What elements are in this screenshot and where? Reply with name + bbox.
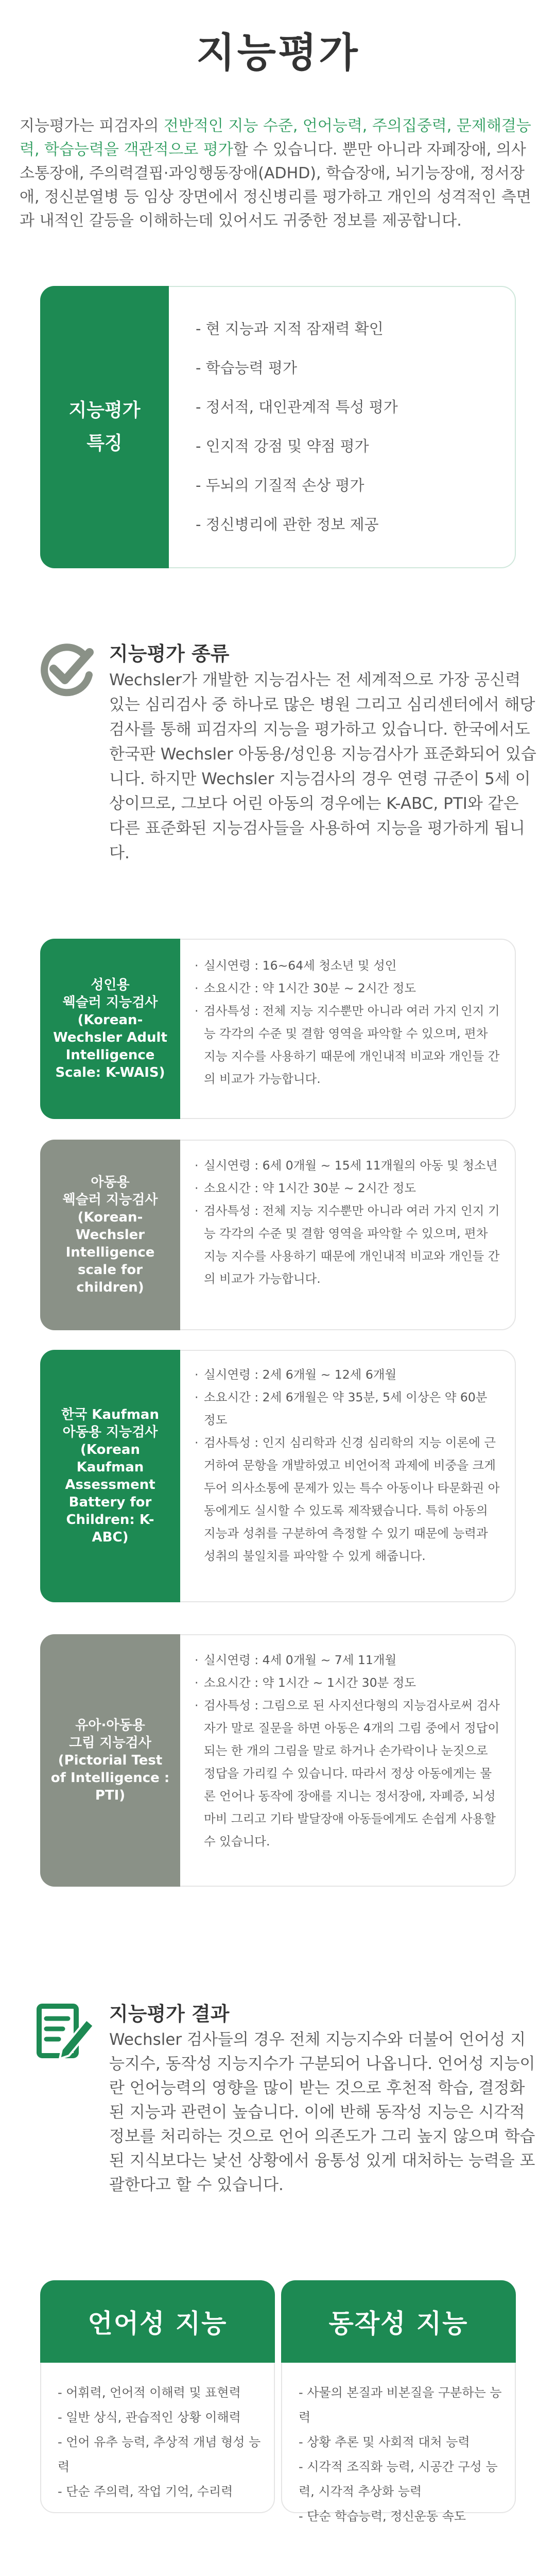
features-item: - 인지적 강점 및 약점 평가: [196, 437, 369, 455]
test-info-kwisc: · 실시연령 : 6세 0개월 ~ 15세 11개월의 아동 및 청소년 · 소요시간 : 약 1시간 30분 ~ 2시간 정도 · 검사특성 : 전체 지능 지수뿐만 아니라 여러 가지 인지 기능 각각의 수준 및 결함 영역을 파악할 수 있으며, 편차 지능 지수를 사용하기 때문에 개인내적 비교와 개인들 간의 비교가 가능합니다.: [195, 1154, 501, 1290]
verbal-header: [40, 2280, 275, 2363]
test-info-line: 소요시간 : 약 1시간 ~ 1시간 30분 정도: [204, 1675, 416, 1690]
test-info-line: 실시연령 : 2세 6개월 ~ 12세 6개월: [204, 1367, 397, 1382]
verbal-list: [58, 2380, 264, 2504]
test-info-line: 실시연령 : 4세 0개월 ~ 7세 11개월: [204, 1653, 397, 1667]
test-name: 유아·아동용 그림 지능검사 (Pictorial Test of Intelligence : PTI): [50, 1718, 170, 1803]
test-info-line: 소요시간 : 약 1시간 30분 ~ 2시간 정도: [204, 981, 416, 995]
test-label-pti: [40, 1634, 180, 1887]
features-label-line2: 특징: [86, 433, 123, 454]
test-name: 성인용 웩슬러 지능검사 (Korean-Wechsler Adult Intelligence Scale: K-WAIS): [53, 977, 167, 1080]
test-label-kwais: [40, 939, 180, 1119]
performance-item: - 단순 학습능력, 정신운동 속도: [299, 2509, 466, 2523]
document-pen-icon: [32, 1999, 99, 2068]
results-description: Wechsler 검사들의 경우 전체 지능지수와 더불어 언어성 지능지수, 동작성 지능지수가 구분되어 나옵니다. 언어성 지능이란 언어능력의 영향을 많이 받는 것으로 후천적 학습, 결정화된 지능과 관련이 높습니다. 이에 반해 동작성 지능은 시각적 정보를 처리하는 것으로 언어 의존도가 그리 높지 않으며 학습된 지식보다는 낯선 상황에서 융통성 있게 대처하는 능력을 포괄한다고 할 수 있습니다.: [109, 2030, 535, 2194]
test-info-line: 검사특성 : 전체 지능 지수뿐만 아니라 여러 가지 인지 기능 각각의 수준 및 결함 영역을 파악할 수 있으며, 편차 지능 지수를 사용하기 때문에 개인내적 비교와 개인들 간의 비교가 가능합니다.: [204, 1204, 500, 1286]
check-circle-icon: [36, 639, 98, 703]
test-info-line: 소요시간 : 약 1시간 30분 ~ 2시간 정도: [204, 1181, 416, 1195]
features-item: - 두뇌의 기질적 손상 평가: [196, 477, 364, 494]
intro-paragraph: [20, 114, 536, 233]
test-label-kabc: [40, 1350, 180, 1602]
test-info-kabc: · 실시연령 : 2세 6개월 ~ 12세 6개월 · 소요시간 : 2세 6개월은 약 35분, 5세 이상은 약 60분 정도 · 검사특성 : 인지 심리학과 신경 심리학의 지능 이론에 근거하여 문항을 개발하였고 비언어적 과제에 비중을 크게 두어 의사소통에 문제가 있는 특수 아동이나 타문화권 아동에게도 실시할 수 있도록 제작됐습니다. 특히 아동의 지능과 성취를 구분하여 측정할 수 있기 때문에 능력과 성취의 불일치를 파악할 수 있게 해줍니다.: [195, 1363, 501, 1567]
test-info-line: 실시연령 : 6세 0개월 ~ 15세 11개월의 아동 및 청소년: [204, 1158, 498, 1173]
intro-text-2: 할 수 있습니다. 뿐만 아니라 자폐장애, 의사소통장애, 주의력결핍·과잉행동장애(ADHD), 학습장애, 뇌기능장애, 정서장애, 정신분열병 등 임상 장면에서 정신병리를 평가하고 개인의 성격적인 측면과 내적인 갈등을 이해하는데 있어서도 귀중한 정보를 제공합니다.: [20, 141, 531, 230]
test-name: 아동용 웩슬러 지능검사 (Korean-Wechsler Intelligence scale for children): [62, 1175, 158, 1295]
performance-header: [281, 2280, 516, 2363]
verbal-item: - 어휘력, 언어적 이해력 및 표현력: [58, 2385, 241, 2400]
test-info-line: 소요시간 : 2세 6개월은 약 35분, 5세 이상은 약 60분 정도: [204, 1390, 488, 1427]
verbal-title: 언어성 지능: [88, 2309, 228, 2338]
results-title: 지능평가 결과: [109, 2003, 230, 2025]
features-item: - 현 지능과 지적 잠재력 확인: [196, 320, 384, 337]
features-item: - 정신병리에 관한 정보 제공: [196, 516, 379, 533]
intro-highlight: 전반적인 지능 수준, 언어능력, 주의집중력, 문제해결능력, 학습능력을 객관적으로 평가: [20, 117, 531, 159]
features-label-line1: 지능평가: [68, 400, 141, 421]
test-name: 한국 Kaufman 아동용 지능검사 (Korean Kaufman Assessment Battery for Children: K-ABC): [61, 1407, 159, 1545]
features-list: [196, 309, 499, 544]
features-label: [40, 286, 169, 568]
types-description: Wechsler가 개발한 지능검사는 전 세계적으로 가장 공신력 있는 심리검사 중 하나로 많은 병원 그리고 심리센터에서 해당 검사를 통해 피검자의 지능을 평가하고 있습니다. 한국에서도 한국판 Wechsler 아동용/성인용 지능검사가 표준화되어 있습니다. 하지만 Wechsler 지능검사의 경우 연령 규준이 5세 이상이므로, 그보다 어린 아동의 경우에는 K-ABC, PTI와 같은 다른 표준화된 지능검사들을 사용하여 지능을 평가하게 됩니다.: [109, 671, 536, 862]
performance-item: - 상황 추론 및 사회적 대처 능력: [299, 2435, 470, 2449]
types-title: 지능평가 종류: [109, 642, 230, 665]
intro-text-1: 지능평가는 피검자의: [20, 117, 164, 135]
verbal-item: - 언어 유추 능력, 추상적 개념 형성 능력: [58, 2435, 261, 2474]
verbal-item: - 일반 상식, 관습적인 상황 이해력: [58, 2410, 241, 2425]
features-item: - 학습능력 평가: [196, 359, 297, 377]
test-info-line: 검사특성 : 그림으로 된 사지선다형의 지능검사로써 검사자가 말로 질문을 하면 아동은 4개의 그림 중에서 정답이 되는 한 개의 그림을 말로 하거나 손가락이나 눈짓으로 정답을 가리킬 수 있습니다. 따라서 정상 아동에게는 물론 언어나 동작에 장애를 지니는 정서장애, 자폐증, 뇌성마비 그리고 기타 발달장애 아동들에게도 손쉽게 사용할 수 있습니다.: [204, 1698, 500, 1849]
performance-list: [299, 2380, 505, 2529]
test-info-line: 검사특성 : 인지 심리학과 신경 심리학의 지능 이론에 근거하여 문항을 개발하였고 비언어적 과제에 비중을 크게 두어 의사소통에 문제가 있는 특수 아동이나 타문화권 아동에게도 실시할 수 있도록 제작됐습니다. 특히 아동의 지능과 성취를 구분하여 측정할 수 있기 때문에 능력과 성취의 불일치를 파악할 수 있게 해줍니다.: [204, 1435, 500, 1563]
test-info-line: 검사특성 : 전체 지능 지수뿐만 아니라 여러 가지 인지 기능 각각의 수준 및 결함 영역을 파악할 수 있으며, 편차 지능 지수를 사용하기 때문에 개인내적 비교와 개인들 간의 비교가 가능합니다.: [204, 1004, 500, 1086]
test-info-pti: · 실시연령 : 4세 0개월 ~ 7세 11개월 · 소요시간 : 약 1시간 ~ 1시간 30분 정도 · 검사특성 : 그림으로 된 사지선다형의 지능검사로써 검사자가 말로 질문을 하면 아동은 4개의 그림 중에서 정답이 되는 한 개의 그림을 말로 하거나 손가락이나 눈짓으로 정답을 가리킬 수 있습니다. 따라서 정상 아동에게는 물론 언어나 동작에 장애를 지니는 정서장애, 자폐증, 뇌성마비 그리고 기타 발달장애 아동들에게도 손쉽게 사용할 수 있습니다.: [195, 1649, 501, 1853]
test-info-line: 실시연령 : 16~64세 청소년 및 성인: [204, 958, 397, 973]
performance-item: - 시각적 조직화 능력, 시공간 구성 능력, 시각적 추상화 능력: [299, 2460, 498, 2499]
verbal-item: - 단순 주의력, 작업 기억, 수리력: [58, 2484, 233, 2499]
test-label-kwisc: [40, 1140, 180, 1330]
test-info-kwais: · 실시연령 : 16~64세 청소년 및 성인 · 소요시간 : 약 1시간 30분 ~ 2시간 정도 · 검사특성 : 전체 지능 지수뿐만 아니라 여러 가지 인지 기능 각각의 수준 및 결함 영역을 파악할 수 있으며, 편차 지능 지수를 사용하기 때문에 개인내적 비교와 개인들 간의 비교가 가능합니다.: [195, 954, 501, 1090]
performance-item: - 사물의 본질과 비본질을 구분하는 능력: [299, 2385, 502, 2425]
page-title: 지능평가: [196, 30, 360, 76]
performance-title: 동작성 지능: [328, 2309, 468, 2338]
features-item: - 정서적, 대인관계적 특성 평가: [196, 398, 398, 416]
